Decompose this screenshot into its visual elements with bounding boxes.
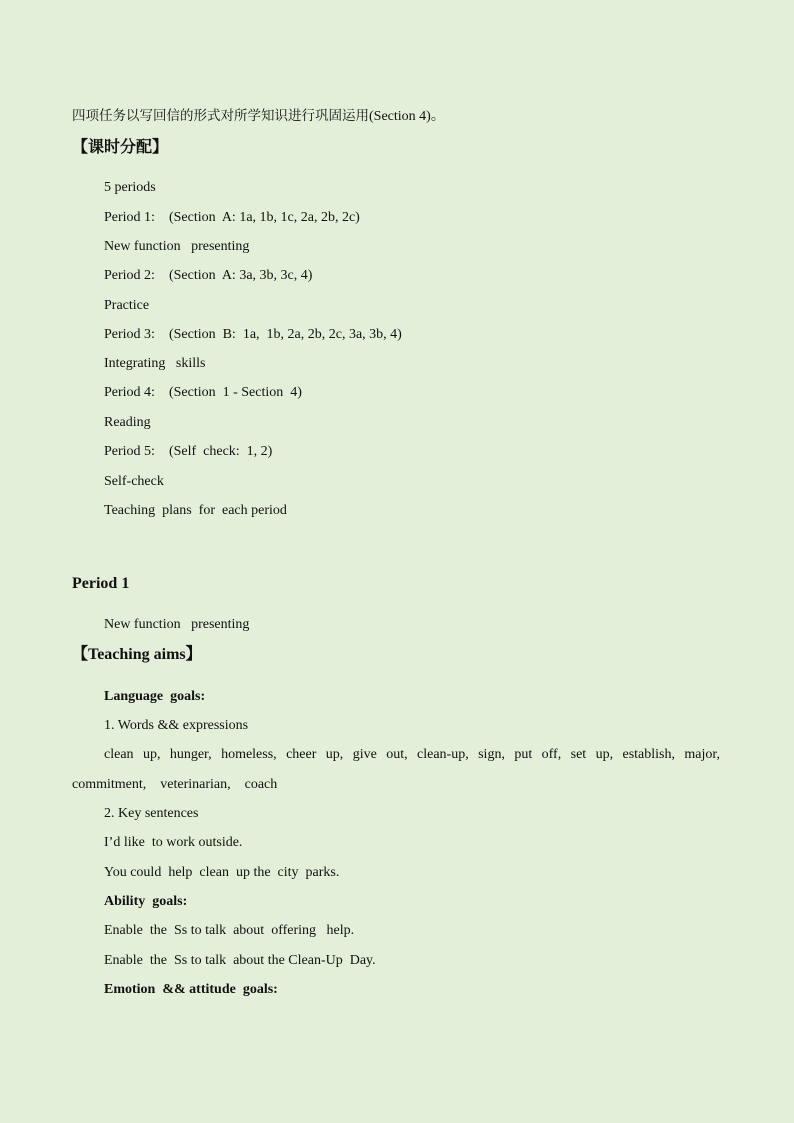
key-sentence: You could help clean up the city parks. bbox=[104, 865, 340, 880]
allocation-item: Period 3: (Section B: 1a, 1b, 2a, 2b, 2c, 3a, 3b, 4) bbox=[104, 327, 402, 342]
intro-paragraph bbox=[72, 107, 445, 126]
allocation-item: Reading bbox=[104, 415, 151, 430]
intro-chinese-text: 四项任务以写回信的形式对所学知识进行巩固运用 bbox=[72, 108, 369, 124]
words-line-1: clean up, hunger, homeless, cheer up, give out, clean-up, sign, put off, set up, establish, major, bbox=[104, 747, 720, 762]
allocation-item: Period 1: (Section A: 1a, 1b, 1c, 2a, 2b, 2c) bbox=[104, 210, 360, 225]
key-sentence: I’d like to work outside. bbox=[104, 835, 243, 850]
allocation-item: New function presenting bbox=[104, 239, 250, 254]
period1-subtitle: New function presenting bbox=[104, 617, 250, 632]
words-heading: 1. Words && expressions bbox=[104, 718, 249, 733]
allocation-item: 5 periods bbox=[104, 180, 156, 195]
ability-goal: Enable the Ss to talk about the Clean-Up Day. bbox=[104, 953, 376, 968]
allocation-item: Period 4: (Section 1 - Section 4) bbox=[104, 385, 302, 400]
words-line-2: commitment, veterinarian, coach bbox=[72, 777, 278, 792]
allocation-item: Practice bbox=[104, 298, 150, 313]
language-goals-heading: Language goals: bbox=[104, 689, 206, 704]
period1-title: Period 1 bbox=[72, 575, 130, 592]
ability-goals-heading: Ability goals: bbox=[104, 894, 188, 909]
allocation-item: Integrating skills bbox=[104, 356, 206, 371]
allocation-item: Period 2: (Section A: 3a, 3b, 3c, 4) bbox=[104, 268, 313, 283]
emotion-goals-heading: Emotion && attitude goals: bbox=[104, 982, 278, 997]
teaching-aims-heading: 【Teaching aims】 bbox=[72, 646, 202, 663]
allocation-item: Self-check bbox=[104, 474, 164, 489]
allocation-item: Teaching plans for each period bbox=[104, 503, 287, 518]
key-sentences-heading: 2. Key sentences bbox=[104, 806, 199, 821]
allocation-item: Period 5: (Self check: 1, 2) bbox=[104, 444, 273, 459]
ability-goal: Enable the Ss to talk about offering help. bbox=[104, 923, 355, 938]
intro-english-text: (Section 4)。 bbox=[369, 109, 445, 124]
lesson-allocation-heading: 【课时分配】 bbox=[72, 137, 169, 156]
